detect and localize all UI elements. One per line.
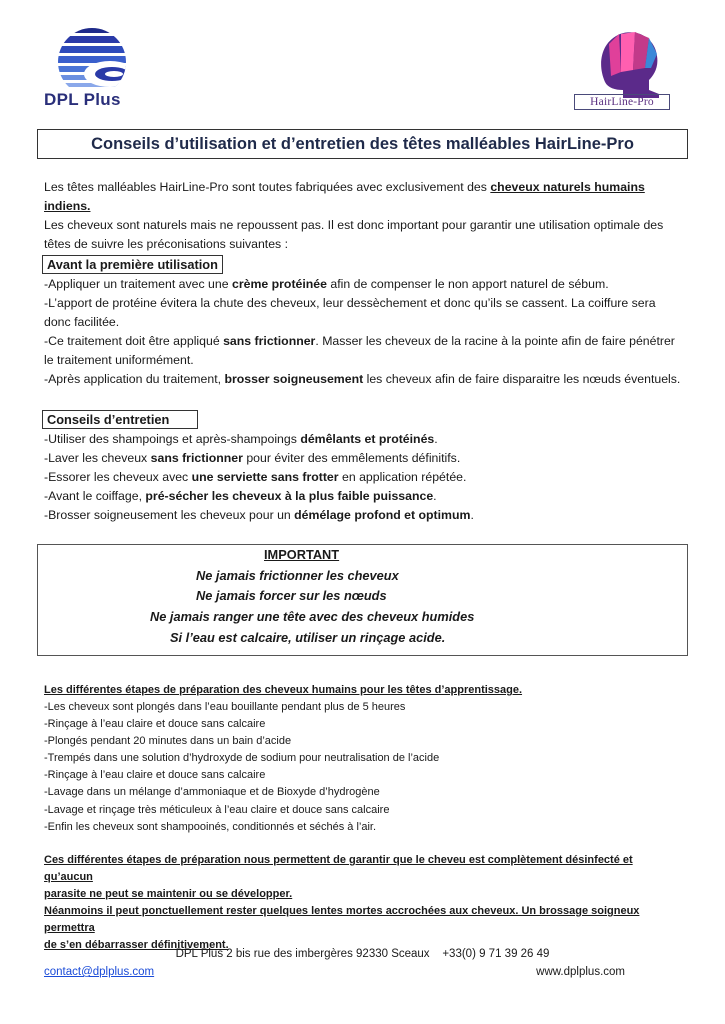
list-item: -Enfin les cheveux sont shampooinés, conditionnés et séchés à l’air. xyxy=(44,820,377,833)
important-rule: Ne jamais forcer sur les nœuds xyxy=(196,588,387,603)
maintenance-list xyxy=(44,430,689,525)
intro-text: têtes de suivre les préconisations suivantes : xyxy=(44,237,289,251)
list-item: -Les cheveux sont plongés dans l’eau bouillante pendant plus de 5 heures xyxy=(44,701,406,713)
list-item: -Plongés pendant 20 minutes dans un bain d’acide xyxy=(44,735,292,748)
list-item: -Après application du traitement, brosser soigneusement les cheveux afin de faire disparaitre les nœuds éventuels. xyxy=(44,372,681,386)
section-heading-first-use: Avant la première utilisation xyxy=(42,255,223,274)
list-item: -Lavage dans un mélange d’ammoniaque et de Bioxyde d’hydrogène xyxy=(44,786,380,799)
important-box xyxy=(37,544,688,656)
section-heading-box xyxy=(42,410,198,429)
closing-line: de s’en débarrasser définitivement. xyxy=(44,939,229,951)
first-use-list xyxy=(44,275,689,389)
list-item: le traitement uniformément. xyxy=(44,353,194,367)
closing-line: Ces différentes étapes de préparation nous permettent de garantir que le cheveu est complètement désinfecté et qu’aucun xyxy=(44,854,633,883)
list-item: -Appliquer un traitement avec une crème protéinée afin de compenser le non apport naturel de sébum. xyxy=(44,277,609,291)
section-heading-box xyxy=(42,255,223,274)
intro-text: Les têtes malléables HairLine-Pro sont toutes fabriquées avec exclusivement des xyxy=(44,180,491,194)
important-rule: Ne jamais ranger une tête avec des cheveux humides xyxy=(150,609,475,624)
closing-line: parasite ne peut se maintenir ou se développer. xyxy=(44,888,293,900)
page-title: Conseils d’utilisation et d’entretien des têtes malléables HairLine-Pro xyxy=(91,134,634,153)
list-item: -Avant le coiffage, pré-sécher les cheveux à la plus faible puissance. xyxy=(44,489,437,503)
list-item: -L’apport de protéine évitera la chute des cheveux, leur dessèchement et donc qu’ils se cassent. La coiffure sera xyxy=(44,296,656,310)
list-item: -Utiliser des shampoings et après-shampoings démêlants et protéinés. xyxy=(44,432,438,446)
intro-highlight: cheveux naturels humains indiens. xyxy=(44,180,645,213)
list-item: -Rinçage à l’eau claire et douce sans calcaire xyxy=(44,718,266,731)
list-item: -Essorer les cheveux avec une serviette sans frotter en application répétée. xyxy=(44,470,467,484)
list-item: -Brosser soigneusement les cheveux pour un démélage profond et optimum. xyxy=(44,508,474,522)
list-item: donc facilitée. xyxy=(44,315,120,329)
important-rule: Si l’eau est calcaire, utiliser un rinçage acide. xyxy=(170,630,446,645)
footer-address: DPL Plus 2 bis rue des imbergères 92330 Sceaux +33(0) 9 71 39 26 49 xyxy=(175,948,550,960)
preparation-heading: Les différentes étapes de préparation des cheveux humains pour les têtes d’apprentissage. xyxy=(44,684,523,696)
hairline-pro-logo-text: HairLine-Pro xyxy=(574,94,670,110)
section-heading-maintenance: Conseils d’entretien xyxy=(42,410,198,429)
intro-text: Les cheveux sont naturels mais ne repoussent pas. Il est donc important pour garantir une utilisation optimale des xyxy=(44,218,664,232)
list-item: -Laver les cheveux sans frictionner pour éviter des emmêlements définitifs. xyxy=(44,451,461,465)
important-rule: Ne jamais frictionner les cheveux xyxy=(196,568,399,583)
closing-line: Néanmoins il peut ponctuellement rester quelques lentes mortes accrochées aux cheveux. Un brossage soigneux permettra xyxy=(44,905,640,934)
title-box xyxy=(37,129,688,159)
footer-website: www.dplplus.com xyxy=(536,966,625,978)
list-item: -Rinçage à l’eau claire et douce sans calcaire xyxy=(44,769,266,782)
list-item: -Ce traitement doit être appliqué sans frictionner. Masser les cheveux de la racine à la pointe afin de faire pénétrer xyxy=(44,334,675,348)
intro-paragraph xyxy=(44,178,684,254)
footer-email-link[interactable]: contact@dplplus.com xyxy=(44,966,155,978)
important-heading: IMPORTANT xyxy=(264,547,340,562)
preparation-closing xyxy=(44,852,684,954)
list-item: -Lavage et rinçage très méticuleux à l’eau claire et douce sans calcaire xyxy=(44,803,390,816)
preparation-section xyxy=(44,682,684,836)
dpl-plus-logo-text: DPL Plus xyxy=(44,90,121,109)
list-item: -Trempés dans une solution d’hydroxyde de sodium pour neutralisation de l’acide xyxy=(44,752,440,765)
